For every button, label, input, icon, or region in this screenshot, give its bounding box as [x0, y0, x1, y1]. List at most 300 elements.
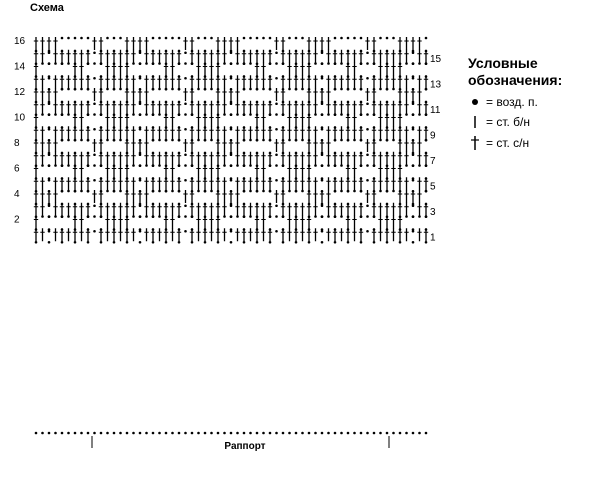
- chain-stitch: [262, 432, 265, 435]
- double-crochet-stitch: [164, 203, 168, 216]
- chain-stitch: [48, 204, 51, 207]
- double-crochet-stitch: [190, 75, 194, 88]
- double-crochet-stitch: [125, 50, 129, 63]
- double-crochet-stitch: [320, 88, 324, 101]
- chain-stitch: [204, 432, 207, 435]
- double-crochet-stitch: [352, 228, 356, 241]
- double-crochet-stitch: [313, 152, 317, 165]
- double-crochet-stitch: [118, 228, 122, 241]
- double-crochet-stitch: [131, 177, 135, 190]
- double-crochet-stitch: [424, 50, 428, 63]
- double-crochet-stitch: [34, 88, 38, 101]
- chain-stitch: [366, 102, 369, 105]
- double-crochet-stitch: [359, 177, 363, 190]
- double-crochet-stitch: [255, 177, 259, 190]
- chain-stitch: [113, 88, 116, 91]
- double-crochet-stitch: [417, 177, 421, 190]
- chain-stitch: [269, 190, 272, 193]
- double-crochet-stitch: [118, 101, 122, 114]
- chain-stitch: [334, 113, 337, 116]
- chain-stitch: [366, 164, 369, 167]
- chain-stitch: [412, 102, 415, 105]
- double-crochet-stitch: [79, 177, 83, 190]
- chain-stitch: [275, 102, 278, 105]
- chain-stitch: [197, 88, 200, 91]
- chain-stitch: [204, 88, 207, 91]
- double-crochet-stitch: [300, 101, 304, 114]
- double-crochet-stitch: [40, 50, 44, 63]
- chain-stitch: [74, 139, 77, 142]
- chain-stitch: [191, 432, 194, 435]
- double-crochet-stitch: [300, 50, 304, 63]
- double-crochet-stitch: [313, 126, 317, 139]
- row-number-left: 10: [14, 112, 26, 124]
- chain-stitch: [210, 190, 213, 193]
- double-crochet-stitch: [281, 50, 285, 63]
- chain-stitch: [321, 241, 324, 244]
- double-crochet-stitch: [339, 75, 343, 88]
- row-number-left: 12: [14, 87, 26, 98]
- chain-stitch: [334, 139, 337, 142]
- chain-stitch: [366, 128, 369, 131]
- chain-stitch: [275, 113, 278, 116]
- chain-stitch: [126, 241, 129, 244]
- double-crochet-stitch: [203, 50, 207, 63]
- chain-stitch: [171, 190, 174, 193]
- chain-stitch: [48, 179, 51, 182]
- double-crochet-stitch: [118, 177, 122, 190]
- chain-stitch: [269, 241, 272, 244]
- chain-stitch: [321, 128, 324, 131]
- double-crochet-stitch: [216, 139, 220, 152]
- chain-stitch: [184, 179, 187, 182]
- double-crochet-stitch: [255, 228, 259, 241]
- chain-stitch: [295, 88, 298, 91]
- chain-stitch: [275, 77, 278, 80]
- chain-stitch: [295, 190, 298, 193]
- chain-stitch: [48, 241, 51, 244]
- chain-stitch: [184, 62, 187, 65]
- double-crochet-stitch: [365, 190, 369, 203]
- chain-stitch: [373, 215, 376, 218]
- chain-stitch: [379, 190, 382, 193]
- legend-title-line1: Условные: [468, 55, 538, 71]
- double-crochet-stitch: [125, 177, 129, 190]
- double-crochet-stitch: [138, 139, 142, 152]
- double-crochet-stitch: [326, 75, 330, 88]
- chain-stitch: [301, 88, 304, 91]
- chain-stitch: [230, 432, 233, 435]
- chain-stitch: [41, 62, 44, 65]
- double-crochet-stitch: [378, 114, 382, 127]
- double-crochet-stitch: [99, 101, 103, 114]
- double-crochet-stitch: [424, 101, 428, 114]
- double-crochet-stitch: [99, 152, 103, 165]
- chain-stitch: [405, 113, 408, 116]
- chain-stitch: [230, 113, 233, 116]
- chain-stitch: [178, 113, 181, 116]
- chain-stitch: [61, 113, 64, 116]
- chain-stitch: [204, 241, 207, 244]
- chain-stitch: [152, 432, 155, 435]
- double-crochet-stitch: [281, 190, 285, 203]
- chain-stitch: [425, 215, 428, 218]
- double-crochet-stitch: [203, 216, 207, 229]
- double-crochet-stitch: [216, 177, 220, 190]
- double-crochet-stitch: [144, 37, 148, 50]
- double-crochet-stitch: [216, 37, 220, 50]
- chain-stitch: [184, 153, 187, 156]
- double-crochet-stitch: [118, 63, 122, 76]
- chart-row: [34, 62, 428, 78]
- chain-stitch: [340, 37, 343, 40]
- chain-stitch: [87, 190, 90, 193]
- double-crochet-stitch: [34, 50, 38, 63]
- double-crochet-stitch: [131, 139, 135, 152]
- double-crochet-stitch: [40, 228, 44, 241]
- double-crochet-stitch: [209, 101, 213, 114]
- double-crochet-stitch: [391, 75, 395, 88]
- double-crochet-stitch: [53, 37, 57, 50]
- double-crochet-stitch: [86, 101, 90, 114]
- chain-stitch: [295, 432, 298, 435]
- double-crochet-stitch: [73, 177, 77, 190]
- double-crochet-stitch: [105, 228, 109, 241]
- chain-stitch: [340, 62, 343, 65]
- chain-stitch: [249, 164, 252, 167]
- double-crochet-stitch: [164, 50, 168, 63]
- double-crochet-stitch: [417, 190, 421, 203]
- chain-stitch: [347, 88, 350, 91]
- double-crochet-stitch: [34, 190, 38, 203]
- chain-stitch: [230, 128, 233, 131]
- chain-stitch: [158, 432, 161, 435]
- double-crochet-stitch: [144, 101, 148, 114]
- double-crochet-stitch: [40, 37, 44, 50]
- double-crochet-stitch: [281, 139, 285, 152]
- double-crochet-stitch: [300, 75, 304, 88]
- chain-stitch: [54, 62, 57, 65]
- double-crochet-stitch: [131, 88, 135, 101]
- row-number-right: 15: [430, 54, 442, 65]
- double-crochet-stitch: [268, 152, 272, 165]
- double-crochet-stitch: [281, 228, 285, 241]
- double-crochet-stitch: [222, 139, 226, 152]
- chain-stitch: [139, 128, 142, 131]
- double-crochet-stitch: [196, 101, 200, 114]
- chain-stitch: [41, 113, 44, 116]
- double-crochet-stitch: [300, 152, 304, 165]
- chain-stitch: [269, 164, 272, 167]
- chain-stitch: [230, 77, 233, 80]
- chain-stitch: [321, 230, 324, 233]
- chain-stitch: [139, 164, 142, 167]
- chain-stitch: [139, 179, 142, 182]
- double-crochet-stitch: [346, 114, 350, 127]
- double-crochet-stitch: [125, 203, 129, 216]
- chain-stitch: [48, 62, 51, 65]
- double-crochet-stitch: [209, 63, 213, 76]
- double-crochet-stitch: [359, 75, 363, 88]
- double-crochet-stitch: [112, 75, 116, 88]
- chain-stitch: [425, 88, 428, 91]
- double-crochet-stitch: [424, 75, 428, 88]
- double-crochet-stitch: [196, 114, 200, 127]
- double-crochet-stitch: [53, 190, 57, 203]
- double-crochet-stitch: [333, 177, 337, 190]
- chain-stitch: [282, 164, 285, 167]
- double-crochet-stitch: [417, 228, 421, 241]
- double-crochet-stitch: [417, 75, 421, 88]
- double-crochet-stitch: [47, 139, 51, 152]
- double-crochet-stitch: [151, 50, 155, 63]
- chain-stitch: [93, 128, 96, 131]
- double-crochet-stitch: [333, 50, 337, 63]
- chain-stitch: [145, 113, 148, 116]
- double-crochet-stitch: [261, 228, 265, 241]
- chain-stitch: [275, 62, 278, 65]
- double-crochet-stitch: [385, 101, 389, 114]
- double-crochet-stitch: [125, 126, 129, 139]
- chain-stitch: [392, 190, 395, 193]
- double-crochet-stitch: [352, 177, 356, 190]
- double-crochet-stitch: [424, 228, 428, 241]
- chain-stitch: [93, 62, 96, 65]
- double-crochet-stitch: [105, 177, 109, 190]
- double-crochet-stitch: [190, 37, 194, 50]
- double-crochet-stitch: [346, 126, 350, 139]
- double-crochet-stitch: [209, 152, 213, 165]
- double-crochet-stitch: [131, 228, 135, 241]
- chain-stitch: [61, 88, 64, 91]
- double-crochet-stitch: [157, 126, 161, 139]
- chain-stitch: [217, 432, 220, 435]
- chain-stitch: [386, 139, 389, 142]
- double-crochet-stitch: [196, 177, 200, 190]
- chain-stitch: [340, 88, 343, 91]
- chain-stitch: [275, 128, 278, 131]
- chain-stitch: [158, 164, 161, 167]
- chain-stitch: [392, 88, 395, 91]
- double-crochet-stitch: [170, 152, 174, 165]
- double-crochet-stitch: [424, 203, 428, 216]
- double-crochet-stitch: [79, 126, 83, 139]
- double-crochet-stitch: [235, 37, 239, 50]
- double-crochet-stitch: [391, 50, 395, 63]
- double-crochet-stitch: [359, 126, 363, 139]
- chain-stitch: [425, 241, 428, 244]
- chain-stitch: [106, 432, 109, 435]
- double-crochet-stitch: [378, 75, 382, 88]
- double-crochet-stitch: [53, 101, 57, 114]
- chain-stitch: [321, 179, 324, 182]
- chain-stitch: [74, 432, 77, 435]
- double-crochet-stitch: [326, 101, 330, 114]
- chain-stitch: [80, 190, 83, 193]
- double-crochet-stitch: [313, 50, 317, 63]
- double-crochet-stitch: [105, 152, 109, 165]
- double-crochet-stitch: [66, 126, 70, 139]
- double-crochet-stitch: [151, 177, 155, 190]
- chain-stitch: [204, 37, 207, 40]
- chain-stitch: [236, 164, 239, 167]
- double-crochet-stitch: [242, 203, 246, 216]
- double-crochet-stitch: [222, 228, 226, 241]
- double-crochet-stitch: [157, 228, 161, 241]
- double-crochet-stitch: [326, 37, 330, 50]
- double-crochet-stitch: [313, 37, 317, 50]
- double-crochet-stitch: [378, 165, 382, 178]
- chain-stitch: [67, 37, 70, 40]
- double-crochet-stitch: [255, 126, 259, 139]
- double-crochet-stitch: [248, 177, 252, 190]
- double-crochet-stitch: [164, 177, 168, 190]
- double-crochet-stitch: [144, 203, 148, 216]
- chain-stitch: [158, 88, 161, 91]
- double-crochet-stitch: [398, 139, 402, 152]
- legend-text-double-crochet: = ст. с/н: [486, 136, 530, 150]
- double-crochet-stitch: [281, 88, 285, 101]
- double-crochet-stitch: [190, 88, 194, 101]
- chain-stitch: [93, 215, 96, 218]
- double-crochet-stitch: [144, 50, 148, 63]
- double-crochet-stitch: [131, 50, 135, 63]
- double-crochet-stitch: [391, 63, 395, 76]
- double-crochet-stitch: [86, 228, 90, 241]
- chain-stitch: [171, 432, 174, 435]
- double-crochet-stitch: [138, 190, 142, 203]
- chain-stitch: [35, 432, 38, 435]
- chain-stitch: [249, 113, 252, 116]
- double-crochet-stitch: [372, 88, 376, 101]
- double-crochet-stitch: [164, 101, 168, 114]
- double-crochet-stitch: [40, 126, 44, 139]
- chain-stitch: [275, 153, 278, 156]
- double-crochet-stitch: [378, 152, 382, 165]
- chain-stitch: [178, 432, 181, 435]
- chain-stitch: [412, 128, 415, 131]
- double-crochet-stitch: [294, 152, 298, 165]
- double-crochet-stitch: [294, 50, 298, 63]
- double-crochet-stitch: [294, 114, 298, 127]
- double-crochet-stitch: [112, 101, 116, 114]
- double-crochet-stitch: [339, 177, 343, 190]
- double-crochet-stitch: [424, 177, 428, 190]
- row-number-left: 16: [14, 36, 26, 47]
- chain-stitch: [295, 37, 298, 40]
- chain-stitch: [249, 432, 252, 435]
- chain-stitch: [243, 62, 246, 65]
- chain-stitch: [113, 139, 116, 142]
- double-crochet-stitch: [378, 216, 382, 229]
- chain-stitch: [152, 190, 155, 193]
- chain-stitch: [373, 164, 376, 167]
- chain-stitch: [152, 37, 155, 40]
- double-crochet-stitch: [125, 190, 129, 203]
- chain-stitch: [87, 62, 90, 65]
- double-crochet-stitch: [183, 88, 187, 101]
- double-crochet-stitch: [203, 101, 207, 114]
- double-crochet-stitch: [235, 88, 239, 101]
- chart-row: [34, 139, 428, 155]
- double-crochet-stitch: [352, 216, 356, 229]
- double-crochet-stitch: [235, 75, 239, 88]
- chain-stitch: [386, 88, 389, 91]
- double-crochet-stitch: [352, 101, 356, 114]
- chain-stitch: [184, 432, 187, 435]
- double-crochet-stitch: [300, 216, 304, 229]
- chain-stitch: [152, 62, 155, 65]
- double-crochet-stitch: [164, 152, 168, 165]
- double-crochet-stitch: [73, 114, 77, 127]
- double-crochet-stitch: [164, 126, 168, 139]
- double-crochet-stitch: [196, 165, 200, 178]
- chain-stitch: [230, 241, 233, 244]
- chart-row: [34, 190, 428, 206]
- chain-stitch: [158, 215, 161, 218]
- chain-stitch: [373, 62, 376, 65]
- double-crochet-stitch: [248, 75, 252, 88]
- chain-stitch: [275, 179, 278, 182]
- double-crochet-stitch: [248, 126, 252, 139]
- double-crochet-stitch: [300, 177, 304, 190]
- repeat-marker: [92, 436, 389, 452]
- chain-stitch: [93, 77, 96, 80]
- chain-stitch: [145, 432, 148, 435]
- double-crochet-stitch: [372, 152, 376, 165]
- chain-stitch: [373, 241, 376, 244]
- double-crochet-stitch: [294, 63, 298, 76]
- double-crochet-stitch: [196, 50, 200, 63]
- chain-stitch: [386, 37, 389, 40]
- chain-stitch: [197, 37, 200, 40]
- double-crochet-stitch: [229, 139, 233, 152]
- double-crochet-stitch: [352, 165, 356, 178]
- chain-stitch: [360, 37, 363, 40]
- chain-stitch: [360, 164, 363, 167]
- chain-stitch: [412, 241, 415, 244]
- double-crochet-stitch: [255, 75, 259, 88]
- double-crochet-stitch: [404, 88, 408, 101]
- double-crochet-stitch: [203, 152, 207, 165]
- legend-item-single-crochet: [468, 115, 593, 129]
- chain-stitch: [262, 139, 265, 142]
- double-crochet-stitch: [404, 50, 408, 63]
- double-crochet-stitch: [404, 75, 408, 88]
- double-crochet-stitch: [222, 203, 226, 216]
- chain-stitch: [288, 37, 291, 40]
- chain-stitch: [425, 432, 428, 435]
- chain-stitch: [373, 432, 376, 435]
- chain-stitch: [295, 139, 298, 142]
- chain-stitch: [74, 37, 77, 40]
- double-crochet-stitch: [287, 165, 291, 178]
- chain-stitch: [106, 37, 109, 40]
- double-crochet-stitch: [190, 152, 194, 165]
- double-crochet-stitch: [391, 114, 395, 127]
- double-crochet-stitch: [346, 165, 350, 178]
- chain-stitch: [236, 113, 239, 116]
- double-crochet-stitch: [125, 165, 129, 178]
- double-crochet-stitch: [73, 152, 77, 165]
- chain-stitch: [67, 62, 70, 65]
- chain-stitch: [256, 37, 259, 40]
- chain-stitch: [256, 241, 259, 244]
- double-crochet-stitch: [60, 203, 64, 216]
- double-crochet-stitch: [411, 37, 415, 50]
- double-crochet-stitch: [60, 126, 64, 139]
- double-crochet-stitch: [125, 228, 129, 241]
